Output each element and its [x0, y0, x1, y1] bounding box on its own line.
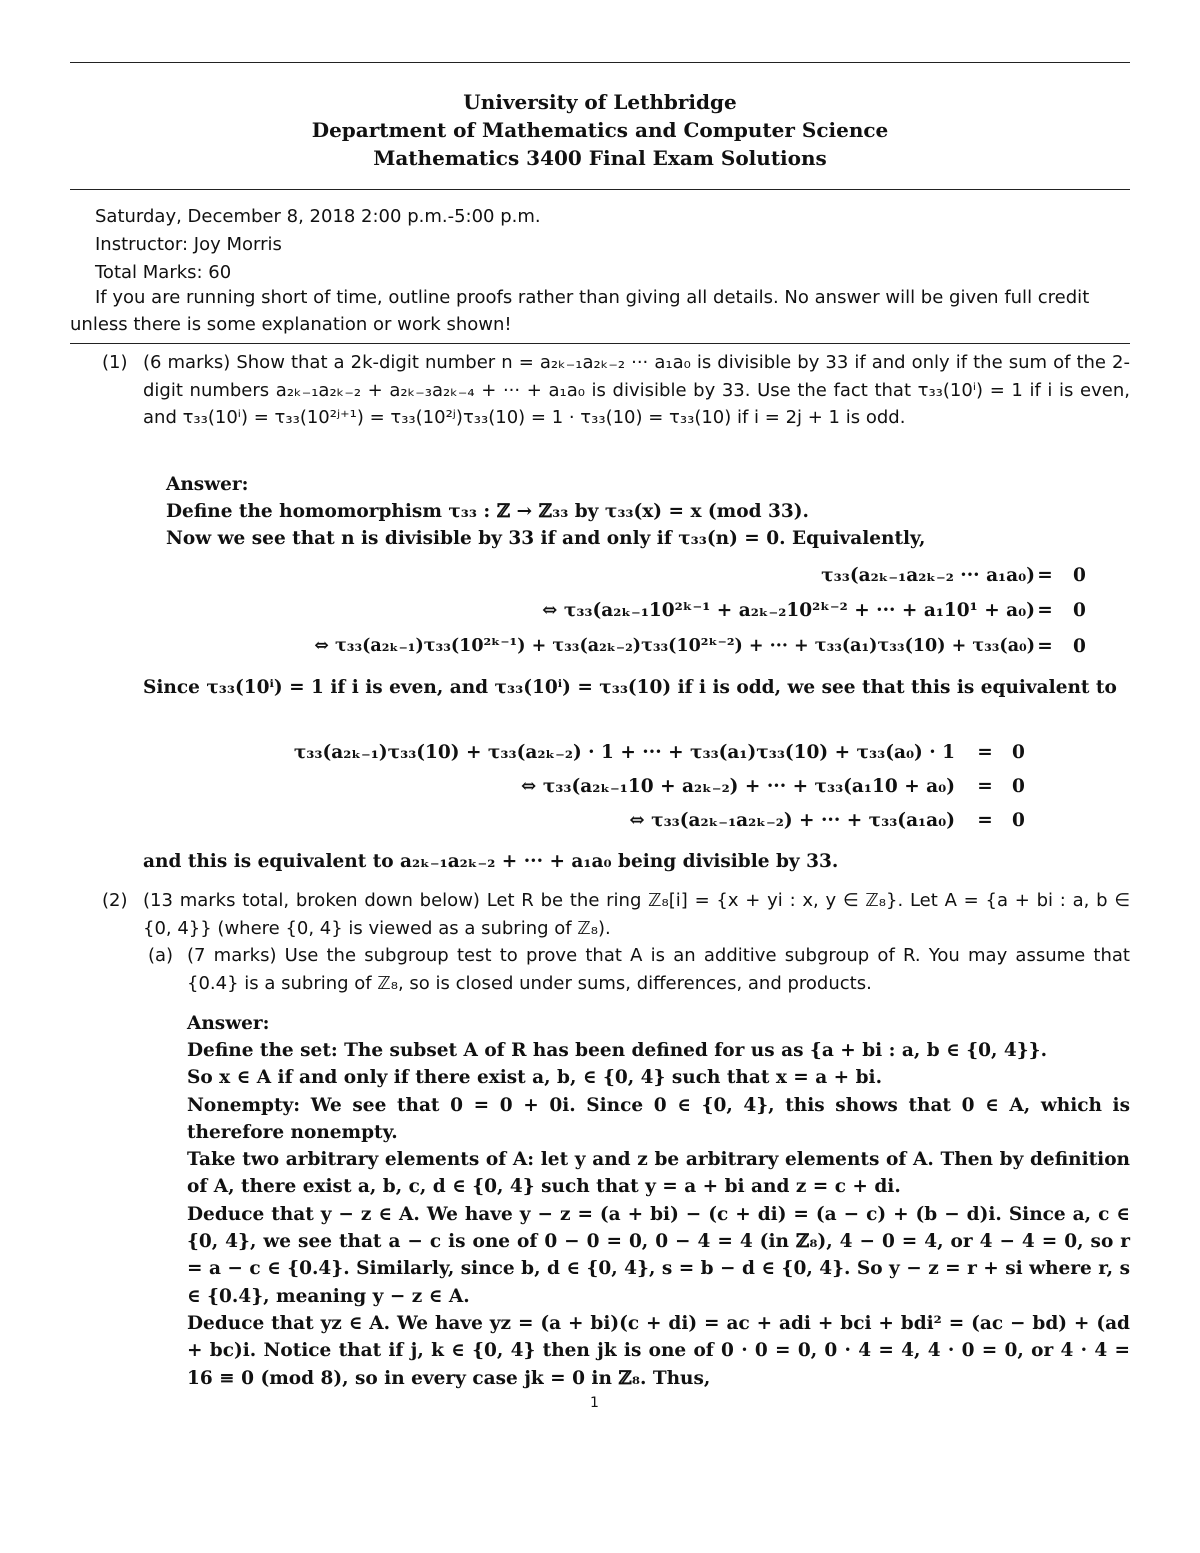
equation-relation: = [1037, 636, 1053, 657]
equation-relation: = [977, 810, 993, 831]
department-name: Department of Mathematics and Computer Science [311, 118, 889, 142]
equation-rhs: 0 [1012, 776, 1025, 797]
part-a-text: (7 marks) Use the subgroup test to prove that A is an additive subgroup of R. You may assume that {0.4} is a subring of ℤ₈, so is closed under sums, differences, and products. [187, 945, 1130, 994]
answer-line: So x ∈ A if and only if there exist a, b, ∈ {0, 4} such that x = a + bi. [187, 1067, 883, 1089]
equation-rhs: 0 [1073, 636, 1086, 657]
exam-date: Saturday, December 8, 2018 2:00 p.m.-5:00 p.m. [95, 206, 541, 227]
equation-rhs: 0 [1073, 565, 1086, 586]
header-rule [70, 189, 1130, 190]
equation-relation: = [1037, 565, 1053, 586]
answer-line: Deduce that yz ∈ A. We have yz = (a + bi)(c + di) = ac + adi + bci + bdi² = (ac − bd) + (ad + bc)i. Notice that if j, k ∈ {0, 4} then jk is one of 0 · 0 = 0, 0 · 4 = 4, 4 · 0 = 0, or 4 · 4 = 16 ≡ 0 (mod 8), so in every case jk = 0 in ℤ₈. Thus, [187, 1312, 1130, 1389]
info-rule [70, 343, 1130, 344]
q1-answer-label: Answer: [166, 474, 249, 495]
answer-line: Deduce that y − z ∈ A. We have y − z = (a + bi) − (c + di) = (a − c) + (b − d)i. Since a, c ∈ {0, 4}, we see that a − c is one of 0 − 0 = 0, 0 − 4 = 4 (in ℤ₈), 4 − 0 = 4, or 4 − 4 = 0, so r = a − c ∈ {0.4}. Similarly, since b, d ∈ {0, 4}, s = b − d ∈ {0, 4}. So y − z = r + si where r, s ∈ {0.4}, meaning y − z ∈ A. [187, 1203, 1130, 1307]
university-name: University of Lethbridge [463, 90, 737, 114]
q1-since: Since τ₃₃(10ⁱ) = 1 if i is even, and τ₃₃(10ⁱ) = τ₃₃(10) if i is odd, we see that this is equivalent to [143, 677, 1117, 698]
equation-relation: = [977, 776, 993, 797]
page-number: 1 [590, 1395, 599, 1411]
equation-rhs: 0 [1073, 600, 1086, 621]
part-a-label: (a) [148, 945, 174, 966]
answer-line: Nonempty: We see that 0 = 0 + 0i. Since 0 ∈ {0, 4}, this shows that 0 ∈ A, which is therefore nonempty. [187, 1094, 1130, 1143]
q1-conclusion: and this is equivalent to a₂ₖ₋₁a₂ₖ₋₂ + ··· + a₁a₀ being divisible by 33. [143, 851, 839, 872]
q2-answer-label: Answer: [187, 1013, 270, 1034]
equation-lhs: ⇔ τ₃₃(a₂ₖ₋₁10²ᵏ⁻¹ + a₂ₖ₋₂10²ᵏ⁻² + ··· + a₁10¹ + a₀) [541, 600, 1035, 621]
answer-line: Take two arbitrary elements of A: let y and z be arbitrary elements of A. Then by definition of A, there exist a, b, c, d ∈ {0, 4} such that y = a + bi and z = c + di. [187, 1149, 1130, 1198]
question-2-text: (13 marks total, broken down below) Let R be the ring ℤ₈[i] = {x + yi : x, y ∈ ℤ₈}. Let A = {a + bi : a, b ∈ {0, 4}} (where {0, 4} is viewed as a subring of ℤ₈). [143, 890, 1130, 939]
instructor: Instructor: Joy Morris [95, 234, 282, 255]
equation-relation: = [977, 742, 993, 763]
equation-lhs: ⇔ τ₃₃(a₂ₖ₋₁10 + a₂ₖ₋₂) + ··· + τ₃₃(a₁10 + a₀) [520, 776, 955, 797]
exam-info [95, 203, 541, 287]
equation-rhs: 0 [1012, 742, 1025, 763]
answer-line: Define the set: The subset A of R has been defined for us as {a + bi : a, b ∈ {0, 4}}. [187, 1040, 1048, 1061]
document-header [70, 88, 1130, 172]
equation-relation: = [1037, 600, 1053, 621]
equation-lhs: τ₃₃(a₂ₖ₋₁)τ₃₃(10) + τ₃₃(a₂ₖ₋₂) · 1 + ··· + τ₃₃(a₁)τ₃₃(10) + τ₃₃(a₀) · 1 [293, 742, 955, 763]
exam-title: Mathematics 3400 Final Exam Solutions [373, 146, 827, 170]
equation-lhs: τ₃₃(a₂ₖ₋₁a₂ₖ₋₂ ··· a₁a₀) [821, 565, 1035, 586]
question-1-text: (6 marks) Show that a 2k-digit number n = a₂ₖ₋₁a₂ₖ₋₂ ··· a₁a₀ is divisible by 33 if and only if the sum of the 2-digit numbers a₂ₖ₋₁a₂ₖ₋₂ + a₂ₖ₋₃a₂ₖ₋₄ + ··· + a₁a₀ is divisible by 33. Use the fact that τ₃₃(10ⁱ) = 1 if i is even, and τ₃₃(10ⁱ) = τ₃₃(10²ʲ⁺¹) = τ₃₃(10²ʲ)τ₃₃(10) = 1 · τ₃₃(10) = τ₃₃(10) if i = 2j + 1 is odd. [143, 352, 1130, 428]
question-1-number: (1) [102, 352, 128, 373]
q1-define: Define the homomorphism τ₃₃ : ℤ → ℤ₃₃ by τ₃₃(x) = x (mod 33). [166, 501, 809, 522]
equation-lhs: ⇔ τ₃₃(a₂ₖ₋₁)τ₃₃(10²ᵏ⁻¹) + τ₃₃(a₂ₖ₋₂)τ₃₃(10²ᵏ⁻²) + ··· + τ₃₃(a₁)τ₃₃(10) + τ₃₃(a₀) [314, 636, 1035, 656]
top-rule [70, 62, 1130, 63]
question-2-number: (2) [102, 890, 128, 911]
q2-answer-body [187, 1037, 1130, 1392]
equation-rhs: 0 [1012, 810, 1025, 831]
equation-lhs: ⇔ τ₃₃(a₂ₖ₋₁a₂ₖ₋₂) + ··· + τ₃₃(a₁a₀) [629, 810, 955, 831]
q1-now: Now we see that n is divisible by 33 if and only if τ₃₃(n) = 0. Equivalently, [166, 528, 926, 549]
total-marks: Total Marks: 60 [95, 262, 232, 283]
exam-note: If you are running short of time, outline proofs rather than giving all details. No answer will be given full credit unless there is some explanation or work shown! [70, 287, 1090, 335]
